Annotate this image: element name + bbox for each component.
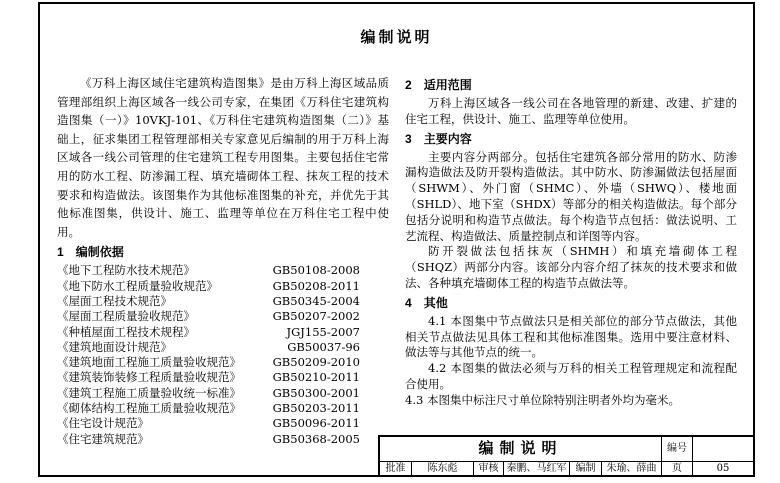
- section-number: 1: [57, 245, 64, 260]
- standard-item: [57, 309, 360, 324]
- standard-code: GB50037-96: [287, 339, 360, 354]
- content-paragraph-2: 防开裂做法包括抹灰（SHMH）和填充墙砌体工程（SHQZ）两部分内容。该部分内容介绍了抹灰的技术要求和做法、各种填充墙砌体工程的构造节点做法等。: [405, 244, 737, 290]
- standard-item: [57, 325, 360, 340]
- standard-item: [57, 279, 360, 294]
- standard-name: 《地下工程防水技术规范》: [57, 263, 195, 278]
- left-column: [57, 74, 389, 447]
- other-paragraph-2: 4.2 本图集的做法必须与万科的相关工程管理规定和流程配合使用。: [405, 361, 737, 391]
- other-paragraph-1: 4.1 本图集中节点做法只是相关部位的部分节点做法，其他相关节点做法见具体工程和其他标准图集。选用中要注意材料、做法等与其他节点的统一。: [405, 313, 737, 360]
- standard-name: 《住宅建筑规范》: [57, 431, 149, 446]
- content-columns: [57, 74, 737, 447]
- section-heading-scope: [405, 77, 737, 94]
- section-label: 适用范围: [423, 78, 472, 92]
- standard-code: GB50368-2005: [272, 431, 360, 446]
- standard-code: GB50345-2004: [272, 293, 360, 308]
- standard-name: 《砌体结构工程施工质量验收规范》: [57, 401, 241, 416]
- check-label: 审核: [474, 462, 504, 475]
- title-block-title: 编制说明: [380, 437, 662, 462]
- section-heading-content: [405, 131, 737, 148]
- intro-paragraph: 《万科上海区域住宅建筑构造图集》是由万科上海区域品质管理部组织上海区域各一线公司专家，在集团《万科住宅建筑构造图集（一）》10VKJ-101、《万科住宅建筑构造图集（二）》基础上，征求集团工程管理部相关专家意见后编制的用于万科上海区域各一线公司管理的住宅建筑工程专用图集。主要包括住宅常用的防水工程、防渗漏工程、填充墙砌体工程、抹灰工程的技术要求和构造做法。该图集作为其他标准图集的补充，并优先于其他标准图集，供设计、施工、监理等单位在万科住宅工程中使用。: [57, 76, 389, 239]
- standard-code: GB50210-2011: [272, 370, 360, 385]
- standard-code: GB50203-2011: [272, 401, 360, 416]
- standard-item: [57, 340, 360, 355]
- edit-names: 朱瑜、薛曲: [602, 462, 662, 475]
- standard-code: GB50209-2010: [272, 355, 360, 370]
- scope-paragraph: 万科上海区域各一线公司在各地管理的新建、改建、扩建的住宅工程，供设计、施工、监理等单位使用。: [405, 96, 737, 126]
- check-names: 秦鹏、马红军: [504, 462, 570, 475]
- standard-name: 《地下防水工程质量验收规范》: [57, 278, 218, 293]
- page-title: 编制说明: [360, 29, 433, 46]
- standard-item: [57, 401, 360, 416]
- standard-name: 《建筑地面设计规范》: [57, 339, 172, 354]
- standard-code: GB50207-2002: [272, 309, 360, 324]
- standard-item: [57, 416, 360, 431]
- approve-label: 批准: [380, 462, 412, 475]
- other-paragraph-3: 4.3 本图集中标注尺寸单位除特别注明者外均为毫米。: [405, 392, 680, 407]
- standard-name: 《住宅设计规范》: [57, 416, 149, 431]
- standard-name: 《建筑地面工程施工质量验收规范》: [57, 355, 241, 370]
- standard-item: [57, 355, 360, 370]
- standard-name: 《屋面工程技术规范》: [57, 293, 172, 308]
- content-paragraph-1: 主要内容分两部分。包括住宅建筑各部分常用的防水、防渗漏构造做法及防开裂构造做法。其中防水、防渗漏做法包括屋面（SHWM）、外门窗（SHMC）、外墙（SHWQ）、楼地面（SHLD）、地下室（SHDX）等部分的相关构造做法。每个部分包括分说明和构造节点做法。每个构造节点包括：做法说明、工艺流程、构造做法、质量控制点和详图等内容。: [405, 149, 737, 243]
- sheet-number-value: [693, 437, 753, 462]
- sheet-number-label: 编号: [662, 437, 693, 462]
- standard-code: GB50300-2001: [272, 385, 360, 400]
- section-heading-basis: [57, 244, 389, 261]
- standard-item: [57, 294, 360, 309]
- standard-code: GB50208-2011: [272, 278, 360, 293]
- standard-item: [57, 370, 360, 385]
- standard-name: 《屋面工程质量验收规范》: [57, 309, 195, 324]
- standard-code: GB50096-2011: [272, 416, 360, 431]
- edit-label: 编制: [570, 462, 602, 475]
- standard-code: GB50108-2008: [272, 263, 360, 278]
- approve-name: 陈东彪: [412, 462, 474, 475]
- section-label: 主要内容: [423, 131, 472, 146]
- standard-name: 《种植屋面工程技术规程》: [57, 324, 195, 339]
- section-label: 编制依据: [75, 245, 124, 260]
- section-label: 其他: [423, 295, 448, 310]
- standard-code: JGJ155-2007: [286, 324, 360, 339]
- page-number: 05: [716, 462, 730, 474]
- standards-list: [57, 263, 360, 447]
- title-block: [378, 435, 753, 475]
- standard-name: 《建筑装饰装修工程质量验收规范》: [57, 370, 241, 385]
- standard-item: [57, 386, 360, 401]
- sheet-frame: [38, 2, 755, 477]
- section-number: 3: [405, 131, 412, 146]
- standard-item: [57, 263, 360, 278]
- page-label: 页: [662, 462, 693, 475]
- standard-item: [57, 432, 360, 447]
- standard-name: 《建筑工程施工质量验收统一标准》: [57, 385, 241, 400]
- section-heading-other: [405, 295, 737, 312]
- section-number: 2: [405, 78, 412, 92]
- right-column: [405, 74, 737, 447]
- section-number: 4: [405, 295, 412, 310]
